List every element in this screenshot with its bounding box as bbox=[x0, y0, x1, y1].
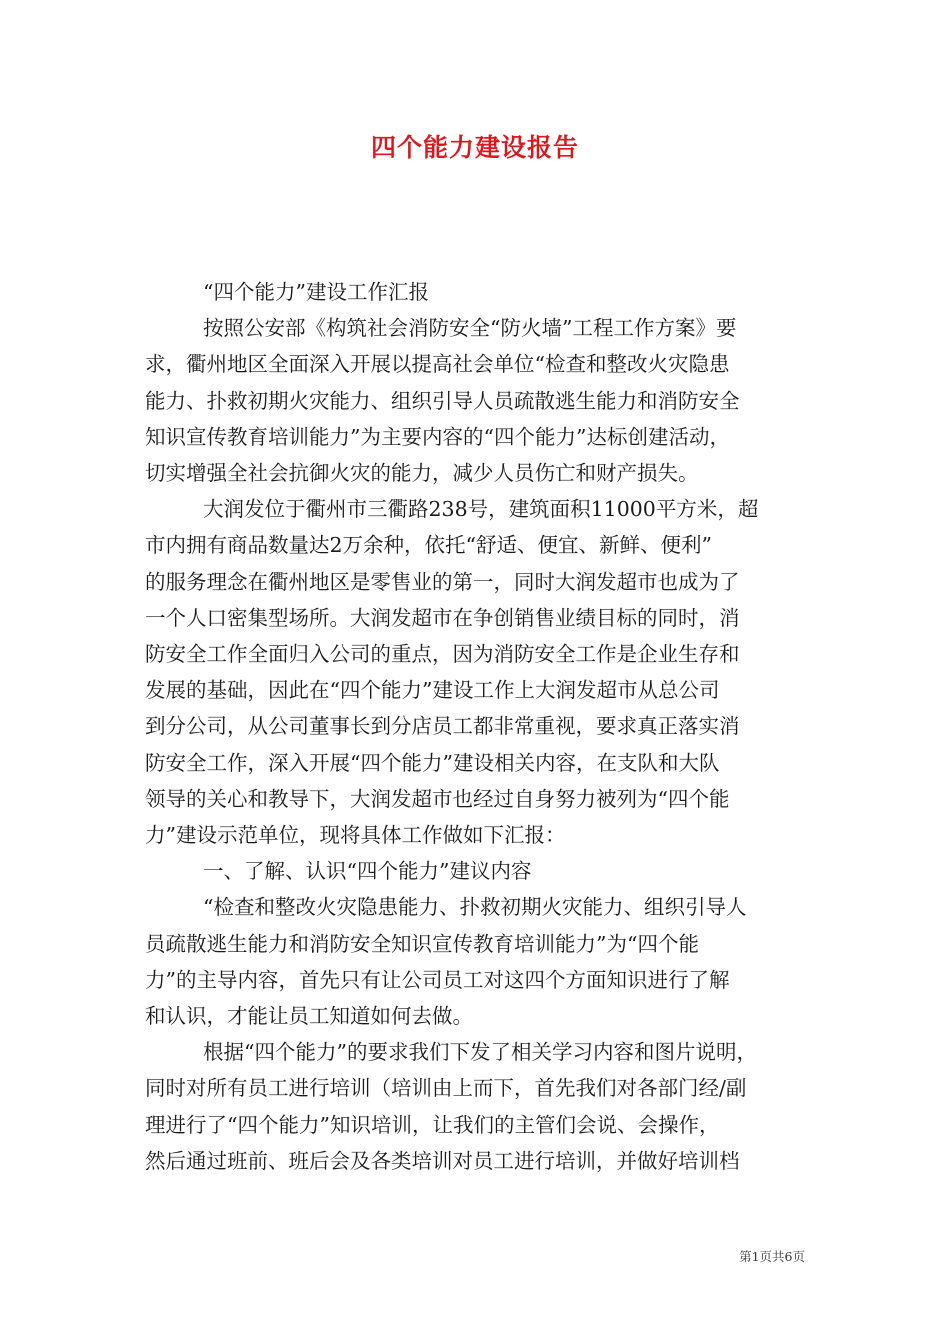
body-line: 一个人口密集型场所。大润发超市在争创销售业绩目标的同时，消 bbox=[145, 605, 740, 630]
body-line: 防安全工作全面归入公司的重点，因为消防安全工作是企业生存和 bbox=[145, 642, 740, 667]
body-line: 切实增强全社会抗御火灾的能力，减少人员伤亡和财产损失。 bbox=[145, 461, 699, 486]
body-line: 求，衢州地区全面深入开展以提高社会单位“检查和整改火灾隐患 bbox=[145, 352, 730, 377]
body-line: 按照公安部《构筑社会消防安全“防火墙”工程工作方案》要 bbox=[203, 316, 737, 341]
body-line: 市内拥有商品数量达2万余种，依托“舒适、便宜、新鲜、便利” bbox=[145, 533, 713, 558]
body-line: 和认识，才能让员工知道如何去做。 bbox=[145, 1004, 473, 1029]
body-line: 同时对所有员工进行培训（培训由上而下，首先我们对各部门经/副 bbox=[145, 1076, 747, 1101]
body-line: 防安全工作，深入开展“四个能力”建设相关内容，在支队和大队 bbox=[145, 750, 720, 775]
body-line: 知识宣传教育培训能力”为主要内容的“四个能力”达标创建活动， bbox=[145, 424, 730, 449]
body-line: 理进行了“四个能力”知识培训，让我们的主管们会说、会操作， bbox=[145, 1112, 720, 1137]
document-body bbox=[145, 274, 813, 1179]
body-line: 到分公司，从公司董事长到分店员工都非常重视，要求真正落实消 bbox=[145, 714, 740, 739]
body-line: 力”建设示范单位，现将具体工作做如下汇报： bbox=[145, 823, 566, 848]
page-footer: 第1页共6页 bbox=[739, 1249, 805, 1264]
body-line: 一、了解、认识“四个能力”建议内容 bbox=[203, 859, 532, 884]
body-line: 的服务理念在衢州地区是零售业的第一，同时大润发超市也成为了 bbox=[145, 569, 740, 594]
document-title: 四个能力建设报告 bbox=[370, 133, 579, 162]
body-line: 力”的主导内容，首先只有让公司员工对这四个方面知识进行了解 bbox=[145, 967, 730, 992]
body-line: “四个能力”建设工作汇报 bbox=[203, 280, 429, 304]
body-line: 能力、扑救初期火灾能力、组织引导人员疏散逃生能力和消防安全 bbox=[145, 388, 740, 413]
body-line: 根据“四个能力”的要求我们下发了相关学习内容和图片说明， bbox=[203, 1040, 757, 1065]
body-line: “检查和整改火灾隐患能力、扑救初期火灾能力、组织引导人 bbox=[203, 895, 747, 920]
body-line: 然后通过班前、班后会及各类培训对员工进行培训，并做好培训档 bbox=[145, 1148, 740, 1173]
body-line: 领导的关心和教导下，大润发超市也经过自身努力被列为“四个能 bbox=[145, 786, 730, 811]
body-line: 员疏散逃生能力和消防安全知识宣传教育培训能力”为“四个能 bbox=[145, 931, 699, 956]
body-line: 发展的基础，因此在“四个能力”建设工作上大润发超市从总公司 bbox=[145, 678, 720, 703]
body-line: 大润发位于衢州市三衢路238号，建筑面积11000平方米，超 bbox=[203, 497, 759, 522]
